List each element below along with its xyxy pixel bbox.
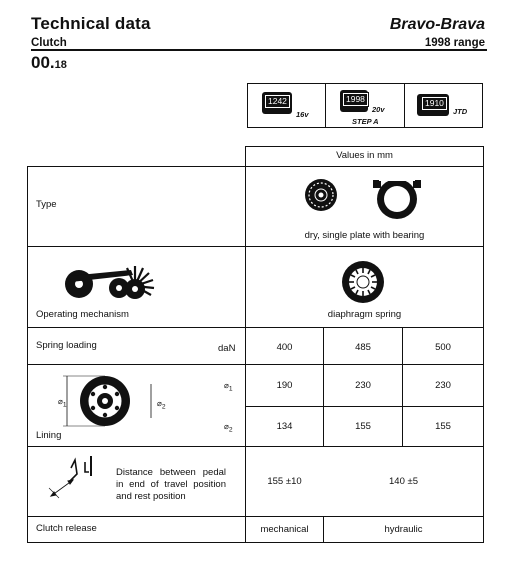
pedal-linkage-illustration: [55, 262, 175, 304]
engine-1910: [405, 84, 483, 127]
diaphragm-spring-illustration: [340, 259, 386, 305]
pedal-linkage-icon: [65, 266, 154, 299]
outer-diameter-glyph: ⌀: [224, 381, 229, 390]
clutch-disc-icon: [305, 179, 337, 211]
row-divider: [27, 166, 484, 167]
row-divider-partial: [245, 406, 484, 407]
release-label: Clutch release: [36, 523, 97, 534]
row-divider: [27, 246, 484, 247]
table-border-right: [483, 146, 484, 543]
spring-value-1242: 400: [276, 342, 293, 353]
table-border-top: [245, 146, 484, 147]
operating-label: Operating mechanism: [36, 309, 129, 320]
engine-badge: 1910: [422, 97, 447, 110]
clutch-disc-illustration: [303, 176, 423, 224]
engine-1998: [326, 84, 404, 127]
spring-label: Spring loading: [36, 340, 97, 351]
values-header: Values in mm: [336, 150, 393, 161]
page-title: Technical data: [31, 14, 151, 33]
type-label: Type: [36, 199, 57, 210]
distance-label: Distance between pedal in end of travel position and rest position: [116, 467, 226, 502]
lining-outer-1998: 230: [355, 380, 371, 391]
inner-diameter-sub: 2: [228, 426, 233, 434]
row-divider: [27, 327, 484, 328]
engine-badge: 1242: [265, 95, 290, 108]
header-rule: [31, 49, 487, 51]
lining-label: Lining: [36, 430, 62, 441]
engine-label: 20v: [372, 105, 385, 114]
pedal-travel-icon: [49, 456, 91, 498]
diagram-inner-symbol: ⌀: [157, 399, 162, 408]
model-name: Bravo-Brava: [389, 16, 485, 33]
pedal-travel-illustration: [45, 452, 105, 502]
distance-value-1242: 155 ±10: [267, 476, 302, 487]
diaphragm-spring-icon: [342, 261, 384, 303]
section-subtitle: Clutch: [31, 37, 67, 49]
row-divider: [27, 516, 484, 517]
outer-diameter-sub: 1: [228, 385, 233, 393]
spring-value-1998: 485: [355, 342, 371, 353]
engine-header: [247, 83, 483, 128]
engine-sublabel: STEP A: [352, 117, 379, 126]
type-value: dry, single plate with bearing: [304, 230, 425, 241]
diagram-outer-symbol: ⌀: [58, 397, 63, 406]
row-divider: [27, 446, 484, 447]
diagram-inner-diameter: [157, 398, 166, 414]
diagram-outer-diameter: [58, 396, 67, 412]
engine-label: JTD: [453, 107, 468, 116]
clutch-data-table: [27, 146, 484, 543]
section-code: [31, 53, 67, 73]
table-border-bottom: [27, 542, 484, 543]
clutch-disc-dimension-icon: [63, 376, 151, 426]
lining-inner-1910: 155: [435, 421, 451, 432]
engine-badge: 1998: [343, 93, 368, 106]
row-divider: [27, 364, 484, 365]
model-range: 1998 range: [424, 37, 485, 49]
release-value-1242: mechanical: [260, 524, 309, 535]
inner-diameter-glyph: ⌀: [224, 422, 229, 431]
outer-diameter-symbol: [224, 380, 233, 396]
engine-1242: [248, 84, 325, 127]
lining-outer-1910: 230: [435, 380, 451, 391]
diagram-outer-sub: 1: [62, 401, 67, 409]
lining-inner-1998: 155: [355, 421, 371, 432]
spring-value-1910: 500: [435, 342, 451, 353]
lining-inner-1242: 134: [276, 421, 293, 432]
section-code-main: 00.: [31, 53, 55, 72]
diagram-inner-sub: 2: [161, 403, 166, 411]
lining-outer-1242: 190: [276, 380, 293, 391]
section-code-small: 18: [54, 59, 67, 71]
table-border-left: [27, 166, 28, 543]
engine-label: 16v: [296, 110, 309, 119]
inner-diameter-symbol: [224, 421, 233, 437]
operating-value: diaphragm spring: [327, 309, 402, 320]
lining-illustration: [57, 368, 157, 438]
spring-unit: daN: [218, 343, 236, 354]
release-value-others: hydraulic: [384, 524, 423, 535]
pressure-plate-icon: [373, 178, 421, 219]
distance-value-others: 140 ±5: [389, 476, 418, 487]
